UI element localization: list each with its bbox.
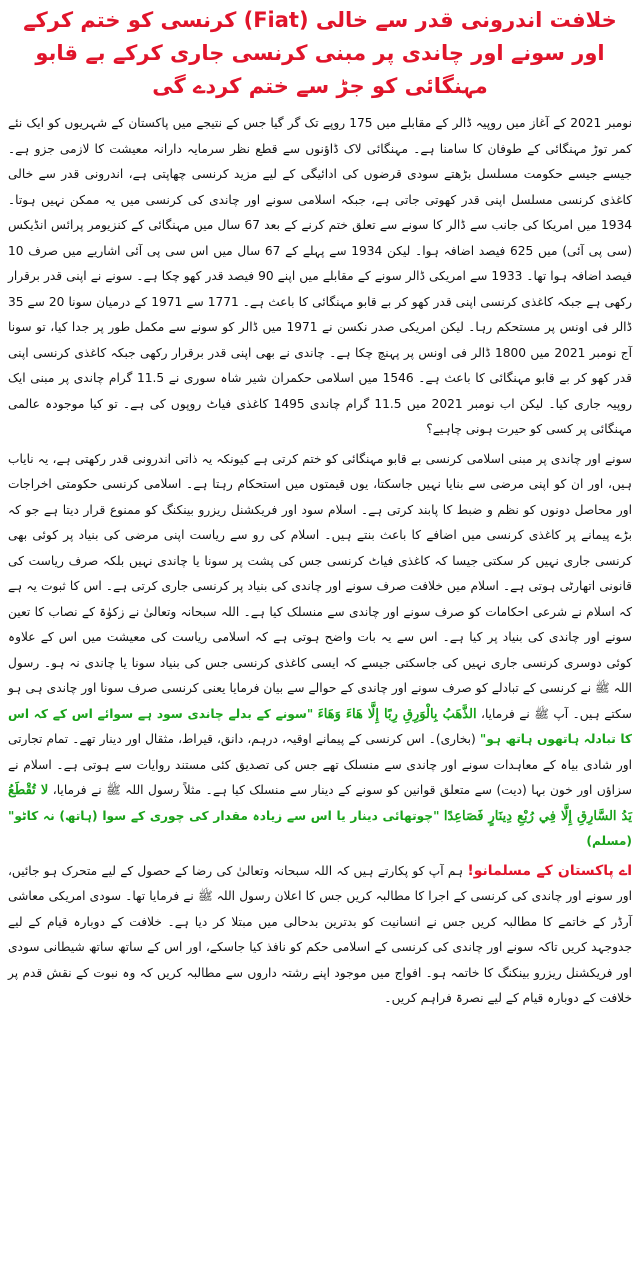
call-to-action-text: ہم آپ کو پکارتے ہیں کہ اللہ سبحانہ وتعالیٰ کی رضا کے حصول کے لیے متحرک ہو جائیں، اور سونے اور چاندی کی کرنسی کے اجرا کا مطالبہ کریں جس کا اعلان رسول اللہ ﷺ نے فرمایا تھا۔ سودی امریکی معاشی آرڈر کے خاتمے کا مطالبہ کریں جس نے انسانیت کو بدترین بدحالی میں مبتلا کر دیا ہے۔ خلافت کے دوبارہ قیام کے لیے جدوجہد کریں تاکہ سونے اور چاندی کی کرنسی کے اسلامی حکم کو نافذ کیا جاسکے، اور اس کے ساتھ ساتھ شیطانی سودی اور فریکشنل ریزرو بینکنگ کا خاتمہ ہو۔ افواج میں موجود اپنے رشتہ داروں سے مطالبہ کریں کہ وہ نبوت کے نقش قدم پر خلافت کے دوبارہ قیام کے لیے نصرۃ فراہم کریں۔ (8, 863, 632, 1005)
hadith-translation-gold-silver: "سونے کے بدلے چاندی سود ہے سوائے اس کے کہ اس کا تبادلہ ہاتھوں ہاتھ ہو" (8, 706, 632, 746)
paragraph-inflation (8, 111, 632, 443)
hadith-arabic-gold-silver: الذَّهَبُ بِالْوَرِقِ رِبًا إِلَّا هَاءَ وَهَاءَ (317, 706, 477, 722)
call-heading: اے پاکستان کے مسلمانو! (467, 862, 633, 879)
paragraph-call-to-action (8, 859, 632, 1012)
headline-line-1: خلافت اندرونی قدر سے خالی (Fiat) کرنسی کو ختم کرکے (23, 8, 617, 32)
paragraph-islamic-currency (8, 447, 632, 855)
paragraph-inflation-text: نومبر 2021 کے آغاز میں روپیہ ڈالر کے مقابلے میں 175 روپے تک گر گیا جس کے نتیجے میں پاکستان کے شہریوں کو ایک نئے کمر توڑ مہنگائی کے طوفان کا سامنا ہے۔ مہنگائی لاک ڈاؤنوں سے قطع نظر سرمایہ دارانہ معیشت کا لازمی جزو ہے۔ جیسے جیسے حکومت مسلسل بڑھتے سودی قرضوں کی ادائیگی کے لیے مزید کرنسی چھاپتی ہے، اندرونی قدر سے خالی کاغذی کرنسی مسلسل اپنی قدر کھوتی جاتی ہے، جبکہ اسلامی سونے اور چاندی کی کرنسی میں یہ ممکن نہیں ہوتا۔ 1934 میں امریکا کی جانب سے ڈالر کا سونے سے تعلق ختم کرنے کے بعد 67 سال میں مہنگائی کے کنزیومر پرائس انڈیکس (سی پی آئی) میں 625 فیصد اضافہ ہوا۔ لیکن 1934 سے پہلے کے 67 سال میں اس سی پی آئی اشاریے میں صرف 10 فیصد اضافہ ہوا تھا۔ 1933 سے امریکی ڈالر سونے کے مقابلے میں اپنے 90 فیصد قدر کھو چکا ہے۔ سونے نے اپنی قدر برقرار رکھی ہے جبکہ کاغذی کرنسی اپنی قدر کھو کر بے قابو مہنگائی کا باعث ہے۔ 1771 سے 1971 کے درمیان سونا 20 سے 35 ڈالر فی اونس پر مستحکم رہا۔ لیکن امریکی صدر نکسن نے 1971 میں ڈالر کو سونے سے مکمل طور پر جدا کیا، تو سونا آج نومبر 2021 میں 1800 ڈالر فی اونس پر پہنچ چکا ہے۔ چاندی نے بھی اپنی قدر برقرار رکھی جبکہ کاغذی کرنسی اپنی قدر کھو کر بے قابو مہنگائی کا باعث ہے۔ 1546 میں اسلامی حکمران شیر شاہ سوری نے 11.5 گرام چاندی پر مبنی ایک روپیہ جاری کیا۔ لیکن اب نومبر 2021 میں 11.5 گرام چاندی 1495 کاغذی فیاٹ روپوں کی ہے۔ تو کیا موجودہ عالمی مہنگائی پر کسی کو حیرت ہونی چاہیے؟ (8, 116, 633, 436)
paragraph-currency-units: (بخاری)۔ اس کرنسی کے پیمانے اوقیہ، درہم، دانق، قیراط، مثقال اور دینار تھے۔ تمام تجارتی اور شادی بیاہ کے معاہدات سونے اور چاندی سے منسلک تھے جس کی تصدیق کئی مستند روایات سے ہوتی ہے۔ اسلام نے سزاؤں اور خون بہا (دیت) سے متعلق قوانین کو سونے کے دینار سے منسلک کیا ہے۔ مثلاً رسول اللہ ﷺ نے فرمایا، (8, 732, 632, 797)
hadith-source-muslim: (مسلم) (586, 834, 632, 848)
headline-line-2: اور سونے اور چاندی پر مبنی کرنسی جاری کرکے بے قابو مہنگائی کو جڑ سے ختم کردے گی (35, 41, 605, 98)
hadith-arabic-theft: لا تُقْطَعُ يَدُ السَّارِقِ إِلَّا فِي رُبْعِ دِينَارٍ فَصَاعِدًا (8, 783, 632, 824)
hadith-translation-theft: "چوتھائی دینار یا اس سے زیادہ مقدار کی چوری کے سوا (ہاتھ) نہ کاٹو" (8, 808, 440, 823)
paragraph-islamic-currency-text: سونے اور چاندی پر مبنی اسلامی کرنسی بے قابو مہنگائی کو ختم کرتی ہے کیونکہ یہ ذاتی اندرونی قدر رکھتی ہے، یہ نایاب ہیں، اور ان کو اپنی مرضی سے بنایا نہیں جاسکتا، یوں قیمتوں میں استحکام رہتا ہے۔ اسلامی کرنسی حکومتی اخراجات اور محاصل دونوں کو نظم و ضبط کا پابند کرتی ہے۔ اسلام سود اور فریکشنل ریزرو بینکنگ کو ممنوع قرار دیتا ہے جو کہ بڑے پیمانے پر کاغذی کرنسی میں اضافے کا باعث بنتے ہیں۔ اسلام کی رو سے ریاست اپنی مرضی کی بنیاد پر کوئی بھی کرنسی جاری نہیں کر سکتی جیسا کہ کاغذی فیاٹ کرنسی جس کی پشت پر سونا یا چاندی نہیں بلکہ صرف ریاست کی قانونی اتھارٹی ہوتی ہے۔ اسلام میں خلافت صرف سونے اور چاندی کی بنیاد پر کرنسی جاری کرتی ہے۔ اس کا ثبوت یہ ہے کہ اسلام نے شرعی احکامات کو صرف سونے اور چاندی سے منسلک کیا ہے۔ اللہ سبحانہ وتعالیٰ نے زکوٰۃ کے نصاب کا تعین سونے اور چاندی کی بنیاد پر کیا ہے۔ اس سے یہ بات واضح ہوتی ہے کہ اسلامی ریاست کی معیشت میں اس کے علاوہ کوئی دوسری کرنسی جاری نہیں کی جاسکتی جیسے کہ ایسی کاغذی کرنسی جس کی بنیاد سونا یا چاندی نہ ہو۔ رسول اللہ ﷺ نے کرنسی کے تبادلے کو صرف سونے اور چاندی کے حوالے سے بیان فرمایا یعنی کرنسی صرف سونا اور چاندی ہی ہو سکتے ہیں۔ آپ ﷺ نے فرمایا، (8, 451, 632, 721)
